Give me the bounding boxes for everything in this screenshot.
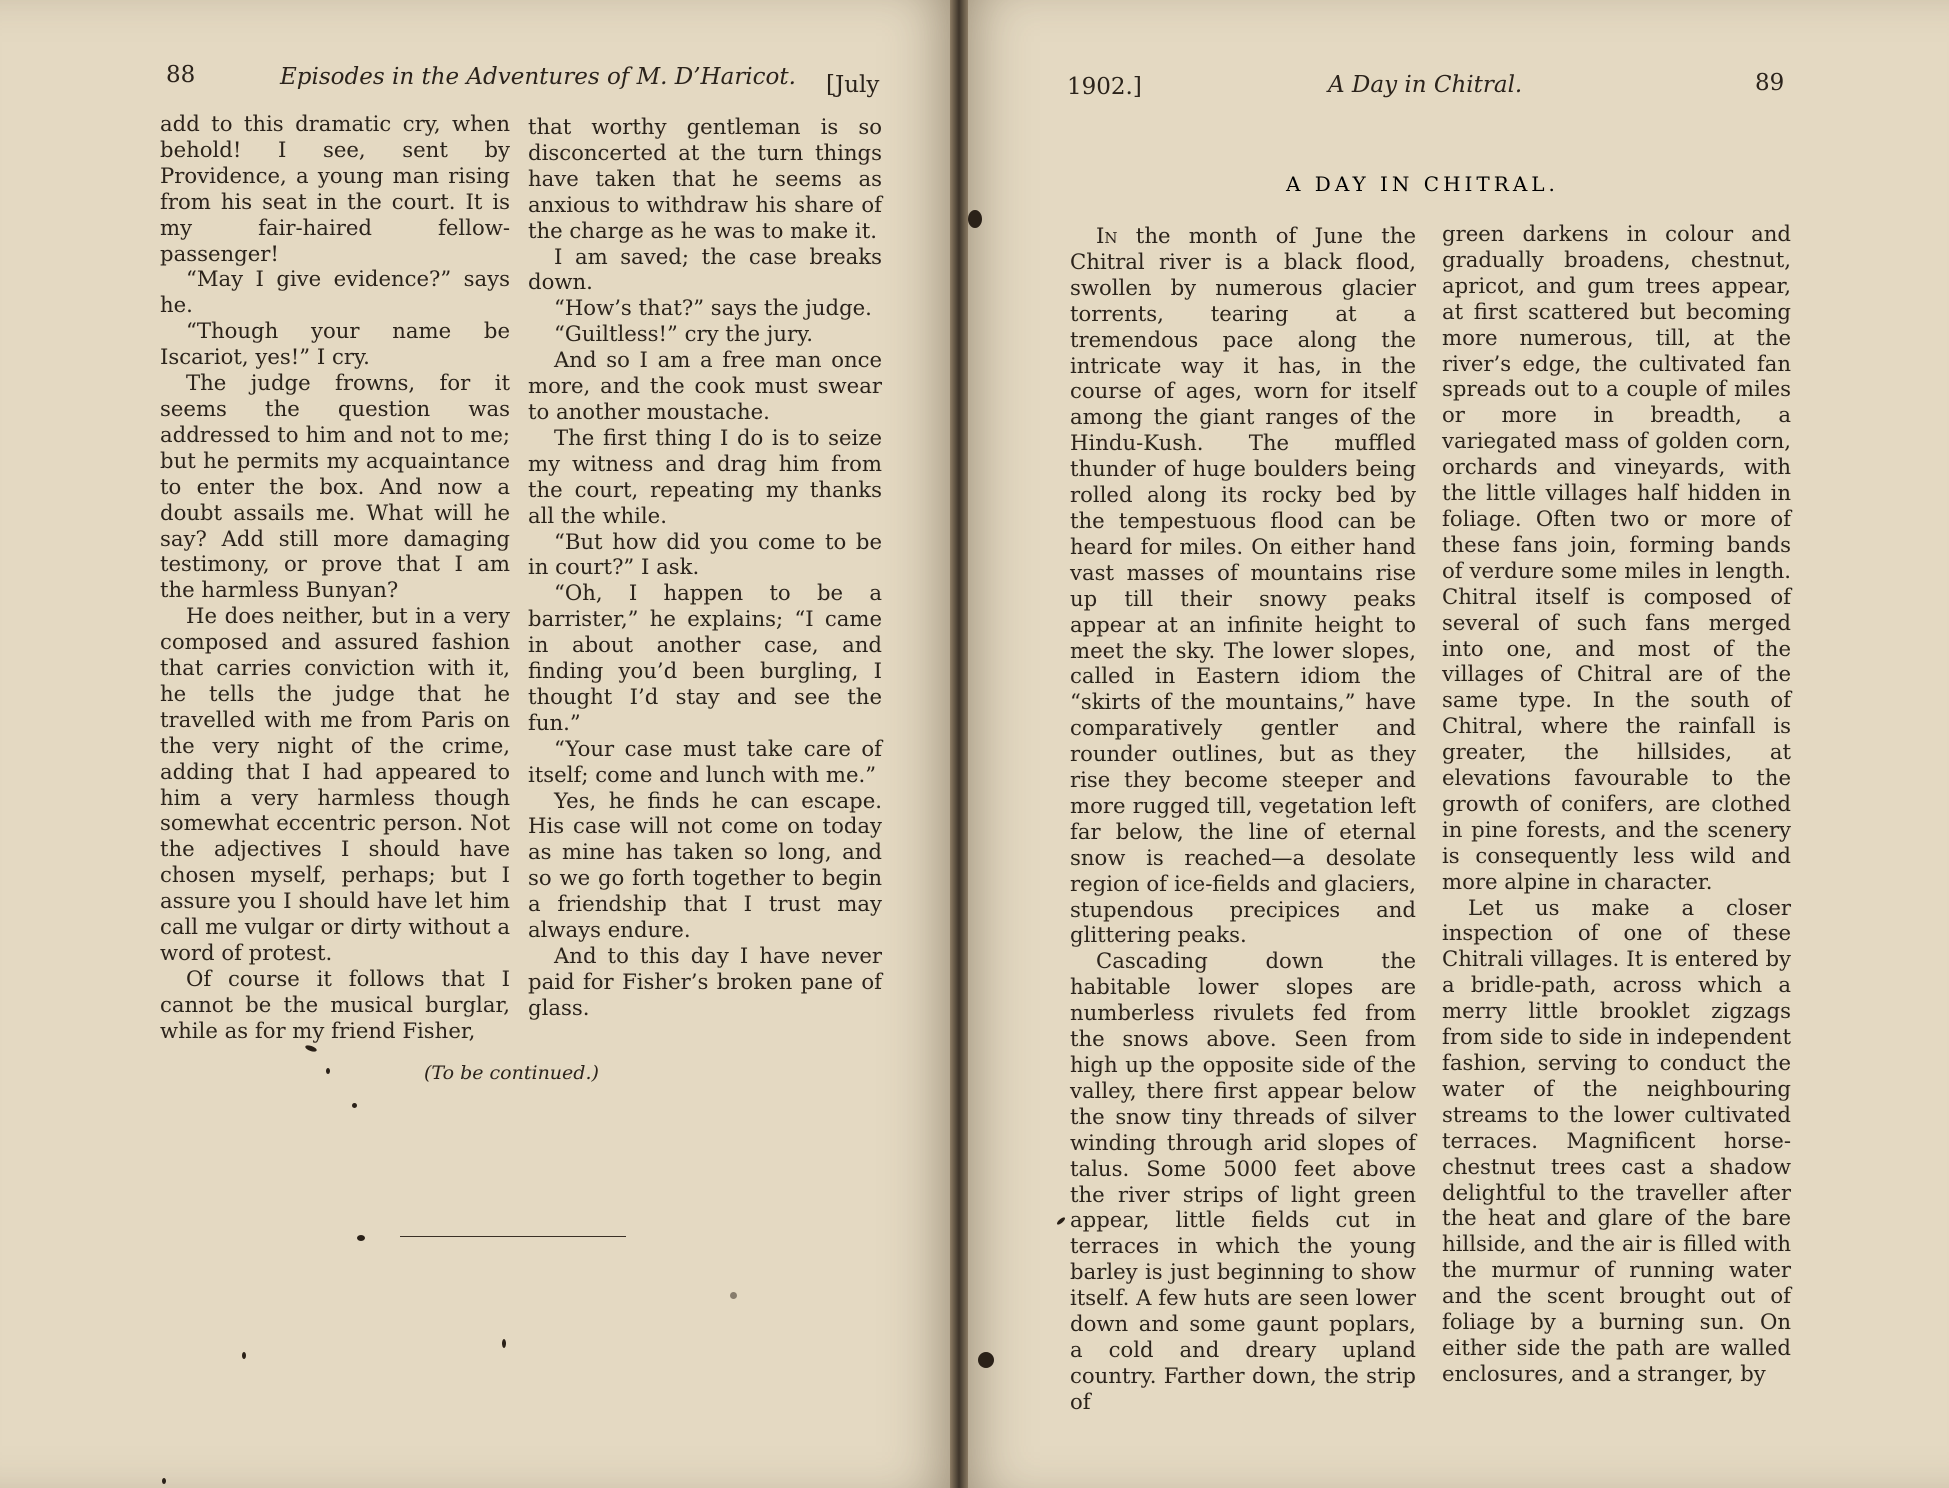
- paragraph: green darkens in colour and gradually broadens, chestnut, apricot, and gum trees appear, at first scattered but becoming more numerous, till, at the river’s edge, the cultivated fan spreads out to a couple of miles or more in breadth, a variegated mass of golden corn, orchards and vineyards, with the little villages half hidden in foliage. Often two or more of these fans join, forming bands of verdure some miles in length. Chitral itself is composed of several of such fans merged into one, and most of the villages of Chitral are of the same type. In the south of Chitral, where the rainfall is greater, the hillsides, at elevations favourable to the growth of conifers, are clothed in pine forests, and the scenery is consequently less wild and more alpine in character.: [1442, 221, 1791, 894]
- paragraph: “Though your name be Iscariot, yes!” I cry.: [160, 318, 510, 370]
- right-page-number: 89: [1755, 70, 1785, 96]
- paragraph: The first thing I do is to seize my witness and drag him from the court, repeating my thanks all the while.: [528, 424, 882, 528]
- ink-speck: [305, 1044, 318, 1053]
- left-column-2: [528, 114, 882, 1021]
- paragraph-text: the month of June the Chitral river is a black flood, swollen by numerous glacier torrents, tearing at a tremendous pace along the intricate way it has, in the course of ages, worn for itself among the giant ranges of the Hindu-Kush. The muffled thunder of huge boulders being rolled along its rocky bed by the tempestuous flood can be heard for miles. On either hand vast masses of mountains rise up till their snowy peaks appear at an infinite height to meet the sky. The lower slopes, called in Eastern idiom the “skirts of the mountains,” have comparatively gentler and rounder outlines, but as they rise they become steeper and more rugged till, vegetation left far below, the line of eternal snow is reached—a desolate region of ice-fields and glaciers, stupendous precipices and glittering peaks.: [1070, 223, 1416, 948]
- ink-speck: [162, 1478, 166, 1484]
- ink-speck: [326, 1068, 330, 1074]
- paragraph: Cascading down the habitable lower slopes are numberless rivulets fed from the snows above. Seen from high up the opposite side of the valley, there first appear below the snow tiny threads of silver winding through arid slopes of talus. Some 5000 feet above the river strips of light green appear, little fields cut in terraces in which the young barley is just beginning to show itself. A few huts are seen lower down and some gaunt poplars, a cold and dreary upland country. Farther down, the strip of: [1070, 948, 1416, 1414]
- ink-speck: [1056, 1216, 1066, 1225]
- drop-word: In: [1096, 223, 1118, 248]
- paragraph: “May I give evidence?” says he.: [160, 266, 510, 318]
- right-column-2: [1442, 221, 1791, 1387]
- paragraph: And so I am a free man once more, and the cook must swear to another moustache.: [528, 347, 882, 424]
- ink-speck: [352, 1103, 357, 1108]
- paragraph: “Oh, I happen to be a barrister,” he explains; “I came in about another case, and finding you’d been burgling, I thought I’d stay and see the fun.”: [528, 580, 882, 735]
- paragraph: He does neither, but in a very composed and assured fashion that carries conviction with it, he tells the judge that he travelled with me from Paris on the very night of the crime, adding that I had appeared to him a very harmless though somewhat eccentric person. Not the adjectives I should have chosen myself, perhaps; but I assure you I should have let him call me vulgar or dirty without a word of protest.: [160, 603, 510, 965]
- to-be-continued: (To be continued.): [424, 1062, 599, 1084]
- end-rule: [400, 1236, 626, 1237]
- paragraph: Yes, he finds he can escape. His case will not come on today as mine has taken so long, and so we go forth together to begin a friendship that I trust may always endure.: [528, 787, 882, 943]
- paragraph: “Guiltless!” cry the jury.: [554, 321, 813, 347]
- paragraph: that worthy gentleman is so disconcerted at the turn things have taken that he seems as anxious to withdraw his share of the charge as he was to make it.: [528, 114, 882, 243]
- paragraph: [1070, 223, 1416, 948]
- ink-speck: [978, 1352, 994, 1368]
- paragraph: The judge frowns, for it seems the question was addressed to him and not to me; but he permits my acquaintance to enter the box. And now a doubt assails me. What will he say? Add still more damaging testimony, or prove that I am the harmless Bunyan?: [160, 370, 510, 603]
- left-running-month: [July: [826, 72, 880, 98]
- paragraph: add to this dramatic cry, when behold! I see, sent by Providence, a young man rising from his seat in the court. It is my fair-haired fellow-passenger!: [160, 111, 510, 266]
- paragraph: Let us make a closer inspection of one of these Chitrali villages. It is entered by a bridle-path, across which a merry little brooklet zigzags from side to side in independent fashion, serving to conduct the water of the neighbouring streams to the lower cultivated terraces. Magnificent horse-chestnut trees cast a shadow delightful to the traveller after the heat and glare of the bare hillside, and the air is filled with the murmur of running water and the scent brought out of foliage by a burning sun. On either side the path are walled enclosures, and a stranger, by: [1442, 894, 1791, 1386]
- paragraph: I am saved; the case breaks down.: [528, 243, 882, 295]
- article-title: A DAY IN CHITRAL.: [1286, 172, 1559, 196]
- ink-speck: [968, 210, 982, 228]
- left-page: [0, 0, 958, 1488]
- paragraph: Of course it follows that I cannot be the musical burglar, while as for my friend Fisher,: [160, 965, 510, 1043]
- left-column-1: [160, 111, 510, 1044]
- right-running-title: A Day in Chitral.: [1328, 72, 1523, 98]
- ink-speck: [357, 1235, 365, 1241]
- paragraph: And to this day I have never paid for Fisher’s broken pane of glass.: [528, 943, 882, 1020]
- paragraph: “Your case must take care of itself; come and lunch with me.”: [528, 735, 882, 787]
- book-gutter: [950, 0, 968, 1488]
- left-page-number: 88: [166, 62, 196, 88]
- paragraph: “How’s that?” says the judge.: [554, 295, 872, 321]
- ink-speck: [242, 1352, 246, 1359]
- paragraph: “But how did you come to be in court?” I ask.: [528, 528, 882, 580]
- ink-speck: [730, 1292, 737, 1299]
- right-running-year: 1902.]: [1067, 74, 1142, 100]
- ink-speck: [502, 1339, 506, 1348]
- right-page: [958, 0, 1949, 1488]
- right-column-1: [1070, 223, 1416, 1415]
- left-running-title: Episodes in the Adventures of M. D’Haricot.: [280, 64, 796, 90]
